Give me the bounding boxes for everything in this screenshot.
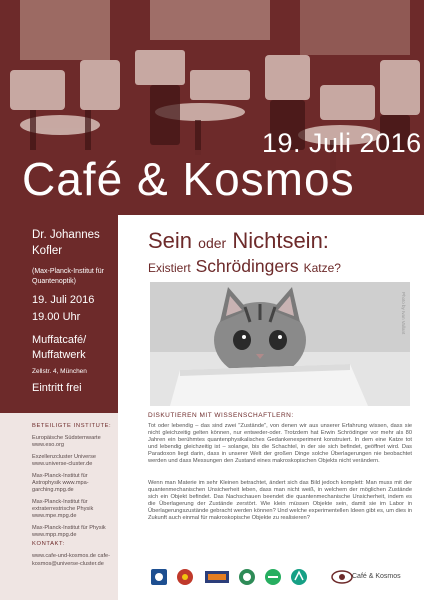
event-time: 19.00 Uhr xyxy=(32,311,81,323)
headline-word: Sein xyxy=(148,228,193,253)
event-date-banner: 19. Juli 2016 xyxy=(262,128,422,158)
event-info-panel xyxy=(0,215,118,413)
event-address: Zellstr. 4, München xyxy=(32,368,87,375)
discussion-paragraph-2: Wenn man Materie im sehr Kleinen betrachtet, ändert sich das Bild jedoch komplett: Man muss mit der quantenmechanischen Unsicherheit leben, dass man nicht weiß, in welchem der möglichen Zustände sich ein Objekt befindet. Das Nachschauen beendet die quantenmechanische Unsicherheit, indem es die Überlagerung der Zustände zerstört. Wie klein müssen Objekte sein, damit sie im Labor in Überlagerungszustände gebracht werden können? Und welche experimentellen Ideen gibt es, um dies in Zukunft auch einmal für makroskopische Objekte zu realisieren? xyxy=(148,480,413,522)
event-date: 19. Juli 2016 xyxy=(32,294,95,306)
headline-word: oder xyxy=(198,235,227,251)
headline-word: Katze? xyxy=(303,261,341,275)
institute-item: Exzellenzcluster Universe www.universe-cluster.de xyxy=(32,454,97,467)
entry-info: Eintritt frei xyxy=(32,382,82,394)
eso-logo-icon xyxy=(150,568,168,586)
photo-credit: Photo by Ivan Vallant xyxy=(401,292,406,335)
cat-illustration xyxy=(150,282,410,406)
institute-item: Max-Planck-Institut für Astrophysik www.mpa-garching.mpg.de xyxy=(32,473,89,493)
institute-item: Europäische Südsternwarte www.eso.org xyxy=(32,435,101,448)
headline-word: Nichtsein: xyxy=(232,228,329,253)
cat-in-box-photo xyxy=(150,282,410,406)
hero-banner xyxy=(0,0,424,215)
universe-cluster-logo-icon xyxy=(176,568,194,586)
institutes-list xyxy=(32,435,116,544)
mpp-logo-icon xyxy=(290,568,308,586)
institute-item: Max-Planck-Institut für Physik www.mpp.mpg.de xyxy=(32,525,106,538)
universe-cluster-wordmark-icon xyxy=(204,568,230,586)
mpa-logo-icon xyxy=(238,568,256,586)
headline-word: Existiert xyxy=(148,261,191,275)
discussion-heading: DISKUTIEREN MIT WISSENSCHAFTLERN: xyxy=(148,412,294,419)
institutes-heading: BETEILIGTE INSTITUTE: xyxy=(32,423,112,429)
cafe-kosmos-logo-text: Café & Kosmos xyxy=(352,573,401,580)
speaker-name: Dr. Johannes Kofler xyxy=(32,229,100,257)
event-title: Café & Kosmos xyxy=(22,153,355,205)
event-venue: Muffatcafé/ Muffatwerk xyxy=(32,334,87,361)
discussion-paragraph-1: Tot oder lebendig – das sind zwei "Zustände", von denen wir aus unserer Erfahrung wissen, dass sie nicht gleichzeitig gelten können, nur entweder-oder. Trotzdem hat Erwin Schrödinger vor mehr als 80 Jahren ein berühmtes quantenphysikalisches Gedankenexperiment konstruiert. In dem eine Katze tot und lebendig gleichzeitig ist – solange, bis die Schachtel, in der sie sich befindet, geöffnet wird. Das Paradoxon liegt darin, dass in unserer Welt der großen Dinge solche Überlagerungen nie beobachtet werden und dass Messungen den Zustand eines makroskopischen Objekts nicht verändern. xyxy=(148,423,412,465)
headline-word: Schrödingers xyxy=(195,256,299,276)
contact-heading: KONTAKT: xyxy=(32,541,65,547)
contact-info: www.cafe-und-kosmos.de cafe-kosmos@universe-cluster.de xyxy=(32,553,111,567)
institute-item: Max-Planck-Institut für extraterrestrische Physik www.mpe.mpg.de xyxy=(32,499,94,519)
mpe-logo-icon xyxy=(264,568,282,586)
sidebar xyxy=(0,215,118,600)
headline-line2 xyxy=(148,256,341,277)
headline-line1 xyxy=(148,228,329,254)
speaker-affiliation: (Max-Planck-Institut für Quantenoptik) xyxy=(32,268,104,285)
